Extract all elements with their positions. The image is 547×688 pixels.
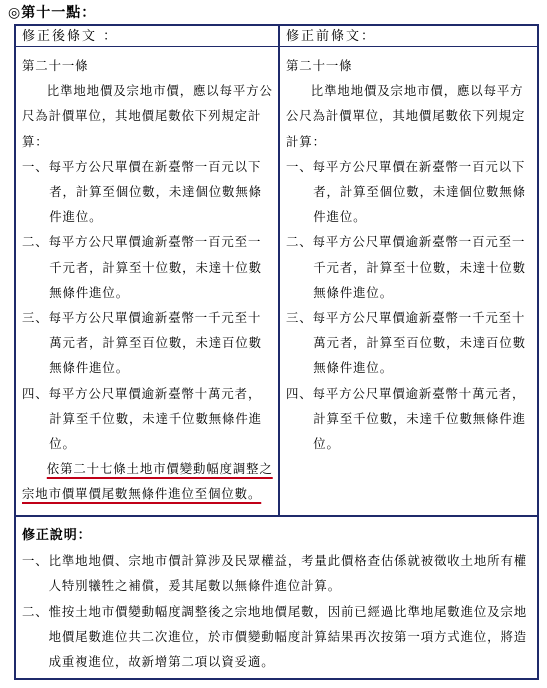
original-column-body xyxy=(280,47,537,456)
added-text-underlined: 依第二十七條土地市價變動幅度調整之宗地市價單價尾數無條件進位至個位數。 xyxy=(22,461,273,502)
original-column xyxy=(280,26,537,515)
original-column-header: 修正前條文： xyxy=(280,26,537,47)
original-item-4: 四、每平方公尺單價逾新臺幣十萬元者，計算至千位數，未達千位數無條件進位。 xyxy=(286,385,526,452)
comparison-table xyxy=(14,24,539,517)
explanation-item-text: 惟按土地市價變動幅度調整後之宗地地價尾數，因前已經過比準地尾數進位及宗地地價尾數進位共二次進位，於市價變動幅度計算結果再次按第一項方式進位，將造成重複進位，故新增第二項以資妥適。 xyxy=(48,603,528,670)
page-title: ◎第十一點： xyxy=(8,5,97,21)
amended-column xyxy=(16,26,280,515)
amended-article-number: 第二十一條 xyxy=(22,58,89,73)
explanation-item-1 xyxy=(22,548,531,598)
original-item-2: 二、每平方公尺單價逾新臺幣一百元至一千元者，計算至十位數，未達十位數無條件進位。 xyxy=(286,234,526,300)
explanation-item-text: 比準地地價、宗地市價計算涉及民眾權益，考量此價格查估係就被徵收土地所有權人特別犧牲之補償，爰其尾數以無條件進位計算。 xyxy=(48,553,528,594)
amended-added-paragraph xyxy=(22,456,274,506)
amended-item-4: 四、每平方公尺單價逾新臺幣十萬元者，計算至千位數，未達千位數無條件進位。 xyxy=(22,385,262,452)
explanation-item-number: 一、 xyxy=(22,553,49,569)
original-article-number: 第二十一條 xyxy=(286,58,353,73)
explanation-item-number: 二、 xyxy=(22,603,49,619)
original-item-1: 一、每平方公尺單價在新臺幣一百元以下者，計算至個位數，未達個位數無條件進位。 xyxy=(286,158,526,225)
original-item-3: 三、每平方公尺單價逾新臺幣一千元至十萬元者，計算至百位數，未達百位數無條件進位。 xyxy=(286,310,526,376)
amended-item-3: 三、每平方公尺單價逾新臺幣一千元至十萬元者，計算至百位數，未達百位數無條件進位。 xyxy=(22,310,262,376)
amended-column-header: 修正後條文 ： xyxy=(16,26,278,47)
amended-column-body xyxy=(16,47,278,507)
explanation-item-2 xyxy=(22,599,531,675)
amended-item-2: 二、每平方公尺單價逾新臺幣一百元至一千元者，計算至十位數，未達十位數無條件進位。 xyxy=(22,234,262,300)
explanation-title: 修正說明： xyxy=(22,528,92,543)
amended-intro: 比準地地價及宗地市價，應以每平方公尺為計價單位，其地價尾數依下列規定計算： xyxy=(22,83,273,149)
explanation-section xyxy=(14,517,539,680)
original-intro: 比準地地價及宗地市價，應以每平方公尺為計價單位，其地價尾數依下列規定計算： xyxy=(286,83,526,149)
amended-item-1: 一、每平方公尺單價在新臺幣一百元以下者，計算至個位數，未達個位數無條件進位。 xyxy=(22,158,262,225)
